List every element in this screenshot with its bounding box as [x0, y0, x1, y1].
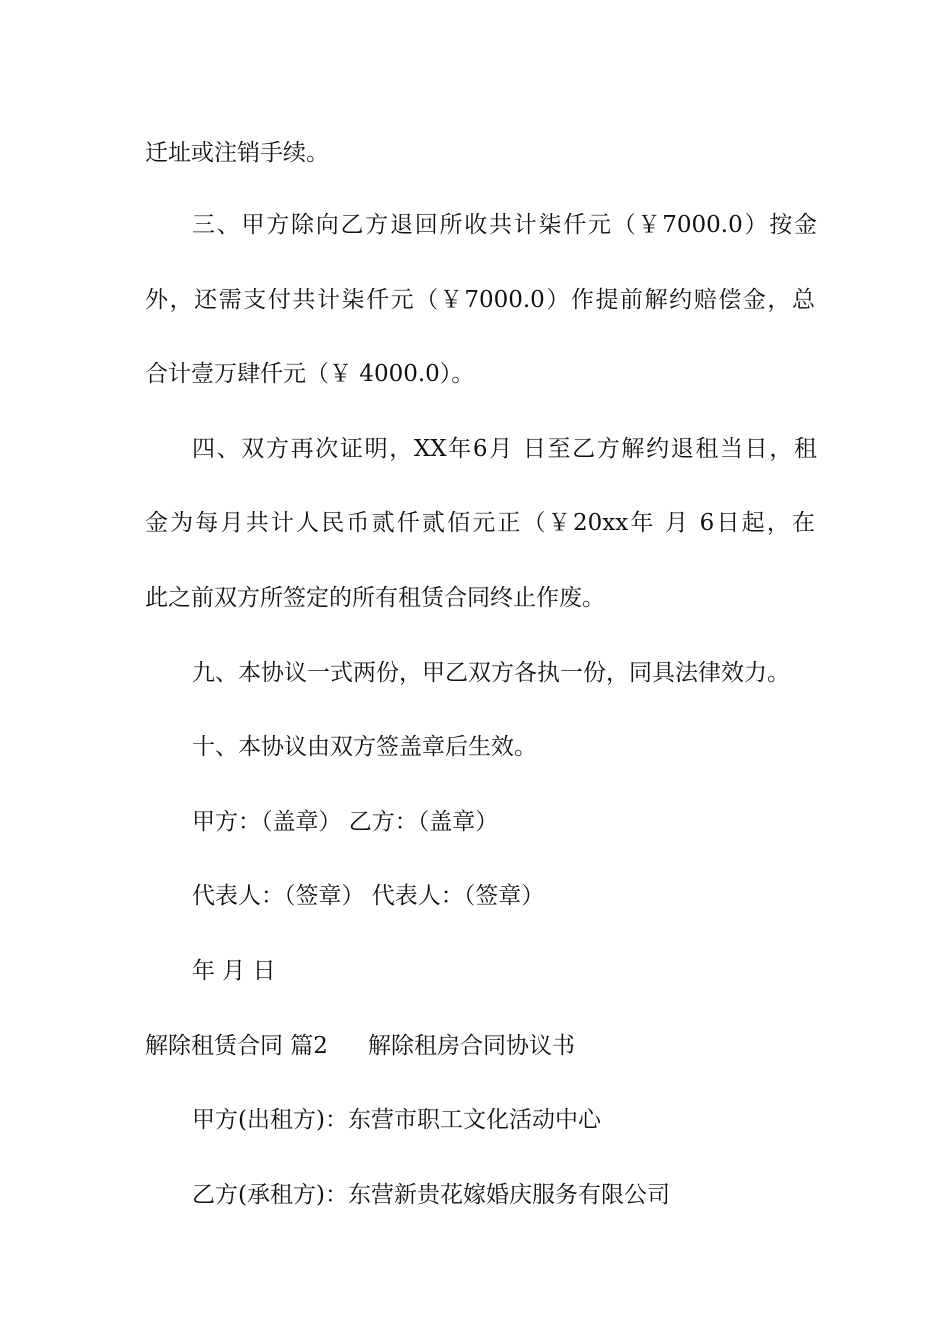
section-heading-label: 解除租赁合同 篇2 — [145, 1033, 328, 1059]
clause-three-line-1: 三、甲方除向乙方退回所收共计柒仟元（￥7000.0）按金 — [192, 212, 817, 238]
signature-line: 代表人：（签章） 代表人：（签章） — [192, 883, 545, 909]
clause-four-line-1: 四、双方再次证明，XX年6月 日至乙方解约退租当日，租 — [192, 436, 817, 462]
date-line: 年 月 日 — [192, 958, 276, 984]
section-heading-title: 解除租房合同协议书 — [367, 1033, 575, 1059]
text-line-1: 迁址或注销手续。 — [145, 140, 329, 166]
clause-four-line-3: 此之前双方所签定的所有租赁合同终止作废。 — [145, 585, 605, 611]
clause-nine: 九、本协议一式两份，甲乙双方各执一份，同具法律效力。 — [192, 660, 790, 686]
party-b: 乙方(承租方)：东营新贵花嫁婚庆服务有限公司 — [192, 1182, 670, 1208]
clause-four-line-2: 金为每月共计人民币贰仟贰佰元正（￥20xx年 月 6日起，在 — [145, 510, 815, 536]
clause-three-line-2: 外，还需支付共计柒仟元（￥7000.0）作提前解约赔偿金，总 — [145, 287, 815, 313]
clause-ten: 十、本协议由双方签盖章后生效。 — [192, 734, 537, 760]
clause-three-line-3: 合计壹万肆仟元（￥ 4000.0）。 — [145, 361, 475, 387]
section-heading — [145, 1031, 815, 1061]
party-a: 甲方(出租方)：东营市职工文化活动中心 — [192, 1107, 601, 1133]
seal-line: 甲方：（盖章） 乙方：（盖章） — [192, 809, 499, 835]
